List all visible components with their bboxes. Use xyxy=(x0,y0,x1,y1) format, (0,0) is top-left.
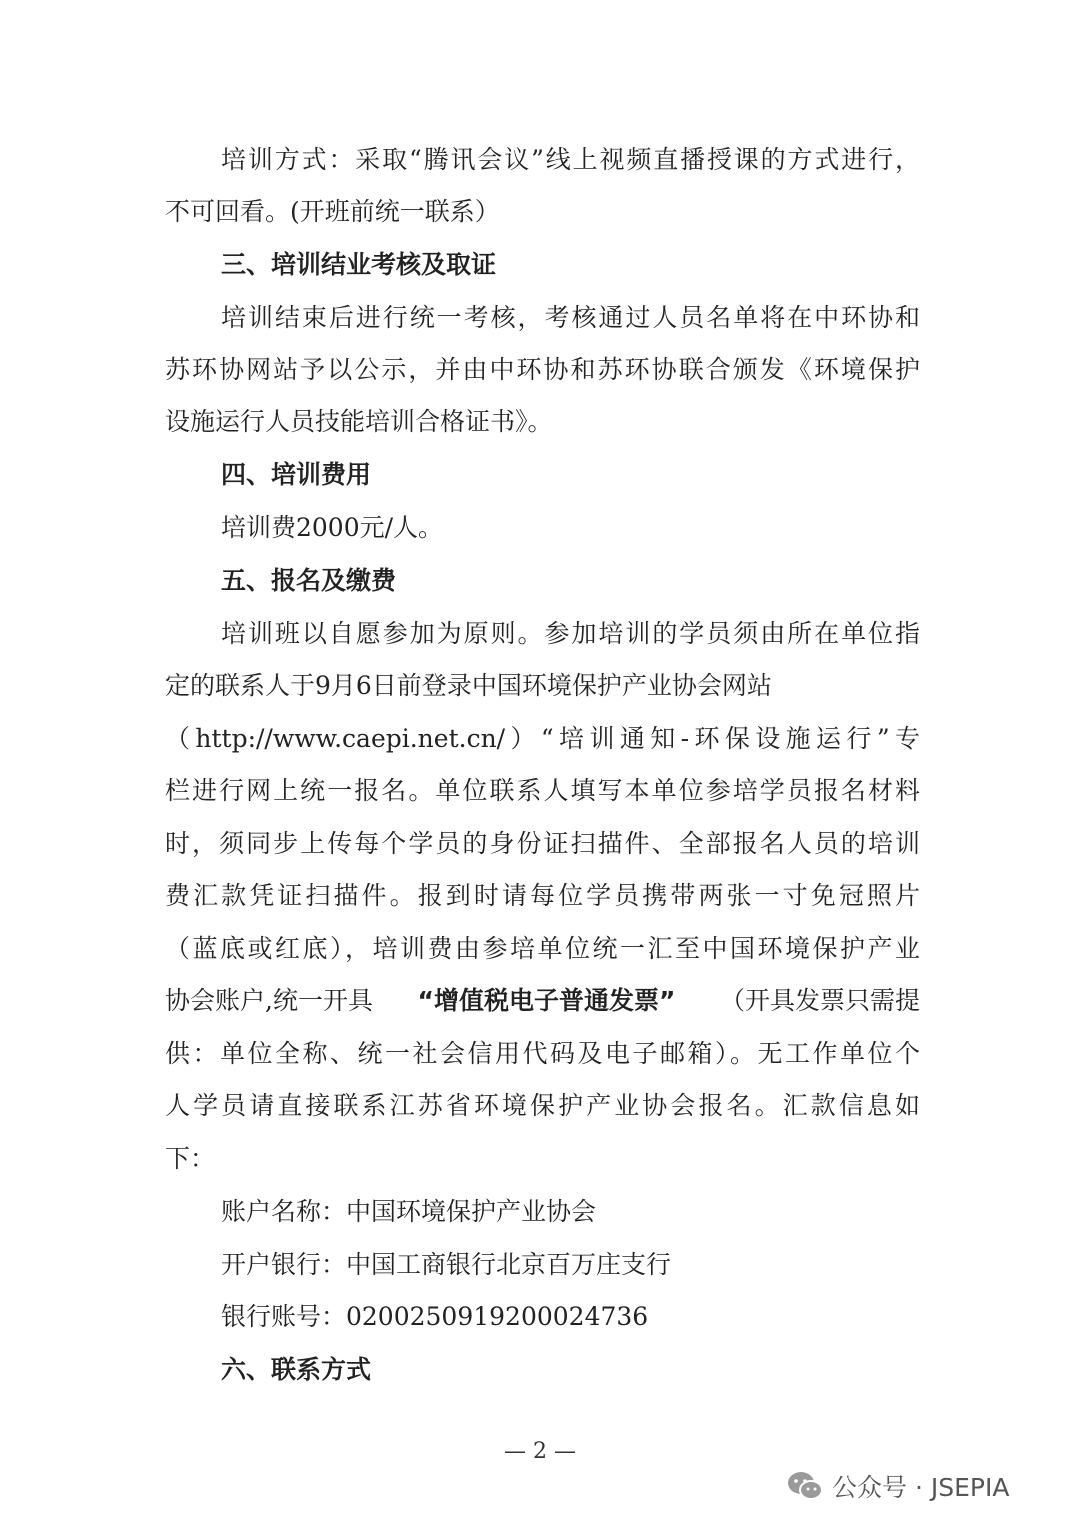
section-5-line-9: 供：单位全称、统一社会信用代码及电子邮箱）。无工作单位个 xyxy=(165,1039,920,1068)
training-method-line-2: 不可回看。(开班前统一联系） xyxy=(165,197,500,226)
bank-name: 开户银行：中国工商银行北京百万庄支行 xyxy=(221,1250,672,1279)
section-5-line-5: 时，须同步上传每个学员的身份证扫描件、全部报名人员的培训 xyxy=(165,829,920,858)
wechat-watermark xyxy=(786,1466,1009,1506)
training-fee: 培训费2000元/人。 xyxy=(221,513,444,542)
section-3-line-3: 设施运行人员技能培训合格证书》。 xyxy=(165,407,553,436)
invoice-text-post: （开具发票只需提 xyxy=(719,986,920,1015)
section-5-line-1: 培训班以自愿参加为原则。参加培训的学员须由所在单位指 xyxy=(221,619,920,648)
wechat-icon xyxy=(786,1470,824,1502)
section-4-heading: 四、培训费用 xyxy=(221,460,372,489)
training-method-line-1: 培训方式：采取“腾讯会议”线上视频直播授课的方式进行， xyxy=(221,145,920,174)
watermark-text: 公众号 · JSEPIA xyxy=(832,1473,1010,1502)
section-5-line-2: 定的联系人于9月6日前登录中国环境保护产业协会网站 xyxy=(165,671,772,700)
invoice-type-emphasis: “增值税电子普通发票” xyxy=(417,986,676,1015)
section-5-line-3: （http://www.caepi.net.cn/）“培训通知-环保设施运行”专 xyxy=(165,724,920,753)
section-5-line-8 xyxy=(165,981,920,1021)
section-3-line-1: 培训结束后进行统一考核，考核通过人员名单将在中环协和 xyxy=(221,303,920,332)
account-name: 账户名称：中国环境保护产业协会 xyxy=(221,1197,597,1226)
section-3-line-2: 苏环协网站予以公示，并由中环协和苏环协联合颁发《环境保护 xyxy=(165,355,920,384)
section-5-line-6: 费汇款凭证扫描件。报到时请每位学员携带两张一寸免冠照片 xyxy=(165,881,920,910)
section-5-line-11: 下： xyxy=(165,1144,216,1173)
section-5-line-7: （蓝底或红底），培训费由参培单位统一汇至中国环境保护产业 xyxy=(165,934,920,963)
section-5-line-4: 栏进行网上统一报名。单位联系人填写本单位参培学员报名材料 xyxy=(165,776,920,805)
section-3-heading: 三、培训结业考核及取证 xyxy=(221,250,497,279)
page-number: — 2 — xyxy=(504,1439,576,1464)
invoice-text-pre: 协会账户,统一开具 xyxy=(165,986,373,1015)
section-5-line-10: 人学员请直接联系江苏省环境保护产业协会报名。汇款信息如 xyxy=(165,1091,920,1120)
section-6-heading: 六、联系方式 xyxy=(221,1355,372,1384)
account-number: 银行账号：0200250919200024736 xyxy=(221,1302,649,1331)
section-5-heading: 五、报名及缴费 xyxy=(221,566,397,595)
